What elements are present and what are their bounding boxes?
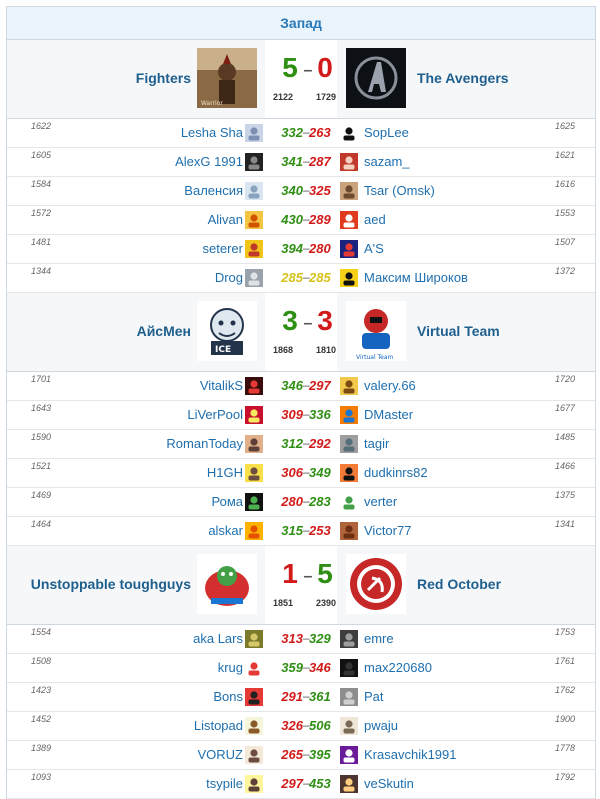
player-matchup-row xyxy=(7,401,595,430)
player-rating-home: 1344 xyxy=(31,266,52,276)
match-header xyxy=(7,546,595,625)
player-name-home[interactable]: aka Lars xyxy=(193,631,243,646)
standings-panel xyxy=(6,6,596,799)
player-matchup-row xyxy=(7,770,595,799)
player-score-home: 340 xyxy=(281,183,303,198)
face-avatar[interactable] xyxy=(245,435,263,453)
player-rating-home: 1389 xyxy=(31,743,52,753)
player-score-home: 280 xyxy=(281,494,303,509)
player-score-home: 291 xyxy=(281,689,303,704)
silhouette-avatar[interactable] xyxy=(340,124,358,142)
player-matchup-row xyxy=(7,235,595,264)
player-matchup-row xyxy=(7,372,595,401)
player-rating-home: 1554 xyxy=(31,627,52,637)
svg-text:Virtual Team: Virtual Team xyxy=(356,354,394,361)
player-rating-away: 1375 xyxy=(554,490,575,500)
crest-avatar[interactable] xyxy=(340,377,358,395)
score-separator: – xyxy=(303,718,310,732)
photo-avatar[interactable] xyxy=(340,688,358,706)
conference-header: Запад xyxy=(7,7,595,40)
svg-text:ICE: ICE xyxy=(215,345,232,355)
player-score-away: 285 xyxy=(309,270,331,285)
player-name-away[interactable]: emre xyxy=(364,631,394,646)
player-score-home: 341 xyxy=(281,154,303,169)
player-name-away[interactable]: verter xyxy=(364,494,398,509)
player-matchup-row xyxy=(7,177,595,206)
player-score-home: 306 xyxy=(281,465,303,480)
team-name-away[interactable]: The Avengers xyxy=(417,70,509,86)
player-rating-home: 1481 xyxy=(31,237,52,247)
player-rating-home: 1643 xyxy=(31,403,52,413)
team-name-away[interactable]: Virtual Team xyxy=(417,323,500,339)
player-name-home[interactable]: alskar xyxy=(208,523,243,538)
player-name-home[interactable]: RomanToday xyxy=(166,436,243,451)
player-rating-home: 1508 xyxy=(31,656,52,666)
team-rating-home: 2122 xyxy=(273,92,294,102)
grey-avatar[interactable] xyxy=(245,269,263,287)
player-name-away[interactable]: veSkutin xyxy=(364,776,414,791)
player-rating-away: 1720 xyxy=(554,374,575,384)
player-score-away: 263 xyxy=(309,125,331,140)
player-name-away[interactable]: tagir xyxy=(364,436,390,451)
bvb-avatar[interactable] xyxy=(340,269,358,287)
avengers-logo[interactable] xyxy=(346,48,406,108)
car-avatar[interactable] xyxy=(245,688,263,706)
player-matchup-row xyxy=(7,517,595,546)
player-matchup-row xyxy=(7,683,595,712)
player-rating-home: 1605 xyxy=(31,150,52,160)
red-october-logo[interactable] xyxy=(346,554,406,614)
team-score-home: 3 xyxy=(282,305,298,336)
portrait-avatar[interactable] xyxy=(340,182,358,200)
player-score-away: 287 xyxy=(309,154,331,169)
yellow-avatar[interactable] xyxy=(245,464,263,482)
player-matchup-row xyxy=(7,459,595,488)
player-rating-away: 1677 xyxy=(554,403,575,413)
sun-avatar[interactable] xyxy=(245,522,263,540)
player-rating-away: 1507 xyxy=(554,237,575,247)
leaf-avatar[interactable] xyxy=(245,717,263,735)
player-name-away[interactable]: Максим Широков xyxy=(364,270,468,285)
player-name-home[interactable]: krug xyxy=(217,660,243,675)
score-separator: – xyxy=(303,270,310,284)
score-separator: – xyxy=(303,568,313,585)
team-score-home: 1 xyxy=(282,558,298,589)
score-separator: – xyxy=(303,241,310,255)
player-matchup-row xyxy=(7,741,595,770)
player-score-away: 506 xyxy=(309,718,331,733)
matches-list xyxy=(7,40,595,799)
team-rating-home: 1868 xyxy=(273,345,294,355)
player-matchup-row xyxy=(7,488,595,517)
score-separator: – xyxy=(303,154,310,168)
team-name-home[interactable]: Fighters xyxy=(135,70,191,86)
player-rating-home: 1521 xyxy=(31,461,52,471)
score-separator: – xyxy=(303,689,310,703)
team-rating-away: 1810 xyxy=(316,345,337,355)
player-score-home: 313 xyxy=(281,631,303,646)
player-score-away: 336 xyxy=(309,407,331,422)
player-matchup-row xyxy=(7,119,595,148)
score-separator: – xyxy=(303,62,313,79)
player-name-away[interactable]: Victor77 xyxy=(364,523,412,538)
player-rating-home: 1452 xyxy=(31,714,52,724)
player-name-home[interactable]: Lesha Sha xyxy=(180,125,243,140)
player-score-away: 283 xyxy=(309,494,331,509)
score-separator: – xyxy=(303,631,310,645)
olive-avatar[interactable] xyxy=(245,630,263,648)
score-separator: – xyxy=(303,494,310,508)
player-rating-home: 1464 xyxy=(31,519,52,529)
liverpool-avatar[interactable] xyxy=(245,406,263,424)
player-score-home: 265 xyxy=(281,747,303,762)
player-matchup-row xyxy=(7,148,595,177)
player-score-home: 332 xyxy=(281,125,303,140)
score-separator: – xyxy=(303,378,310,392)
smoke-avatar[interactable] xyxy=(245,124,263,142)
player-name-home[interactable]: Listopad xyxy=(193,718,243,733)
player-name-home[interactable]: Drog xyxy=(214,270,243,285)
player-rating-away: 1625 xyxy=(554,121,575,131)
score-separator: – xyxy=(303,436,310,450)
virtual-team-logo[interactable] xyxy=(346,301,406,361)
player-rating-away: 1753 xyxy=(554,627,575,637)
player-rating-home: 1622 xyxy=(31,121,52,131)
player-rating-away: 1372 xyxy=(554,266,575,276)
red-swirl-avatar[interactable] xyxy=(245,377,263,395)
player-matchup-row xyxy=(7,430,595,459)
player-score-home: 297 xyxy=(281,776,303,791)
team-score-away: 0 xyxy=(317,52,333,83)
player-score-away: 297 xyxy=(309,378,331,393)
player-name-away[interactable]: A'S xyxy=(364,241,384,256)
score-separator: – xyxy=(303,776,310,790)
player-score-away: 329 xyxy=(309,631,331,646)
player-rating-home: 1701 xyxy=(31,374,52,384)
player-name-away[interactable]: pwaju xyxy=(364,718,398,733)
player-rating-home: 1469 xyxy=(31,490,52,500)
player-rating-away: 1341 xyxy=(554,519,575,529)
score-separator: – xyxy=(303,523,310,537)
green-figure-avatar[interactable] xyxy=(340,493,358,511)
team-score-home: 5 xyxy=(282,52,298,83)
sketch-avatar[interactable] xyxy=(340,717,358,735)
player-rating-home: 1590 xyxy=(31,432,52,442)
iceman-hockey-logo[interactable] xyxy=(197,301,257,361)
player-name-away[interactable]: aed xyxy=(364,212,386,227)
player-score-home: 326 xyxy=(281,718,303,733)
flag-avatar[interactable] xyxy=(340,240,358,258)
purple-k-avatar[interactable] xyxy=(340,746,358,764)
player-score-home: 312 xyxy=(281,436,303,451)
spartan-warrior-logo[interactable] xyxy=(197,48,257,108)
player-name-away[interactable]: dudkinrs82 xyxy=(364,465,428,480)
player-score-away: 349 xyxy=(309,465,331,480)
player-score-away: 361 xyxy=(309,689,331,704)
player-matchup-row xyxy=(7,654,595,683)
player-rating-away: 1621 xyxy=(554,150,575,160)
player-rating-away: 1616 xyxy=(554,179,575,189)
team-name-home[interactable]: АйсМен xyxy=(136,323,191,339)
toughguys-logo[interactable] xyxy=(197,554,257,614)
match-header xyxy=(7,293,595,372)
player-name-home[interactable]: VORUZ xyxy=(197,747,243,762)
team-rating-away: 1729 xyxy=(316,92,337,102)
player-rating-away: 1778 xyxy=(554,743,575,753)
player-rating-home: 1423 xyxy=(31,685,52,695)
team-score-away: 3 xyxy=(317,305,333,336)
player-name-away[interactable]: valery.66 xyxy=(364,378,416,393)
cartoon-avatar[interactable] xyxy=(245,211,263,229)
team-name-away[interactable]: Red October xyxy=(417,576,502,592)
match-header xyxy=(7,40,595,119)
player-score-home: 430 xyxy=(281,212,303,227)
player-score-home: 309 xyxy=(281,407,303,422)
landscape-avatar[interactable] xyxy=(245,182,263,200)
svg-text:Warrior: Warrior xyxy=(201,100,223,107)
dark-photo-avatar[interactable] xyxy=(340,630,358,648)
player-name-home[interactable]: H1GH xyxy=(206,465,243,480)
player-name-away[interactable]: SopLee xyxy=(364,125,409,140)
player-score-home: 315 xyxy=(281,523,303,538)
team-rating-home: 1851 xyxy=(273,598,294,608)
player-rating-away: 1792 xyxy=(554,772,575,782)
player-score-home: 359 xyxy=(281,660,303,675)
player-name-home[interactable]: Рома xyxy=(211,494,243,509)
player-name-home[interactable]: seterer xyxy=(202,241,243,256)
bird-avatar[interactable] xyxy=(340,775,358,793)
player-name-away[interactable]: sazam_ xyxy=(364,154,410,169)
tree-avatar[interactable] xyxy=(245,746,263,764)
player-rating-home: 1572 xyxy=(31,208,52,218)
player-score-away: 280 xyxy=(309,241,331,256)
player-name-home[interactable]: Alivan xyxy=(207,212,243,227)
score-separator: – xyxy=(303,407,310,421)
player-name-home[interactable]: Валенсия xyxy=(184,183,243,198)
player-score-home: 285 xyxy=(281,270,303,285)
striped-avatar[interactable] xyxy=(245,659,263,677)
player-name-away[interactable]: Tsar (Omsk) xyxy=(364,183,435,198)
player-matchup-row xyxy=(7,625,595,654)
score-separator: – xyxy=(303,125,310,139)
player-matchup-row xyxy=(7,712,595,741)
player-score-away: 395 xyxy=(309,747,331,762)
player-name-home[interactable]: Bons xyxy=(213,689,243,704)
player-rating-away: 1553 xyxy=(554,208,575,218)
player-name-home[interactable]: VitalikS xyxy=(199,378,243,393)
score-separator: – xyxy=(303,315,313,332)
player-score-away: 325 xyxy=(309,183,331,198)
player-rating-away: 1466 xyxy=(554,461,575,471)
player-score-away: 346 xyxy=(309,660,331,675)
red-avatar[interactable] xyxy=(340,153,358,171)
player-name-home[interactable]: tsypile xyxy=(206,776,243,791)
emblem-avatar[interactable] xyxy=(245,240,263,258)
red-crab-avatar[interactable] xyxy=(340,211,358,229)
flyers-avatar[interactable] xyxy=(340,464,358,482)
team-name-home[interactable]: Unstoppable toughguys xyxy=(30,576,191,592)
player-score-away: 289 xyxy=(309,212,331,227)
score-separator: – xyxy=(303,212,310,226)
team-rating-away: 2390 xyxy=(316,598,337,608)
score-separator: – xyxy=(303,660,310,674)
player-score-away: 453 xyxy=(309,776,331,791)
alien-avatar[interactable] xyxy=(245,493,263,511)
player-rating-home: 1584 xyxy=(31,179,52,189)
player-score-home: 394 xyxy=(281,241,303,256)
player-matchup-row xyxy=(7,206,595,235)
score-separator: – xyxy=(303,465,310,479)
player-name-away[interactable]: max220680 xyxy=(364,660,432,675)
player-name-away[interactable]: Pat xyxy=(364,689,384,704)
score-separator: – xyxy=(303,183,310,197)
fire-avatar[interactable] xyxy=(340,406,358,424)
player-name-away[interactable]: DMaster xyxy=(364,407,414,422)
street-avatar[interactable] xyxy=(340,435,358,453)
player-matchup-row xyxy=(7,264,595,293)
player-rating-away: 1485 xyxy=(554,432,575,442)
player-name-home[interactable]: LiVerPool xyxy=(187,407,243,422)
player-rating-home: 1093 xyxy=(31,772,52,782)
player-name-home[interactable]: AlexG 1991 xyxy=(175,154,243,169)
player-score-home: 346 xyxy=(281,378,303,393)
player-score-away: 292 xyxy=(309,436,331,451)
horse-avatar[interactable] xyxy=(245,775,263,793)
player-name-away[interactable]: Krasavchik1991 xyxy=(364,747,457,762)
ball-avatar[interactable] xyxy=(340,522,358,540)
player-rating-away: 1762 xyxy=(554,685,575,695)
player-rating-away: 1761 xyxy=(554,656,575,666)
black-avatar[interactable] xyxy=(340,659,358,677)
player-rating-away: 1900 xyxy=(554,714,575,724)
dark-avatar[interactable] xyxy=(245,153,263,171)
player-score-away: 253 xyxy=(309,523,331,538)
team-score-away: 5 xyxy=(317,558,333,589)
score-separator: – xyxy=(303,747,310,761)
